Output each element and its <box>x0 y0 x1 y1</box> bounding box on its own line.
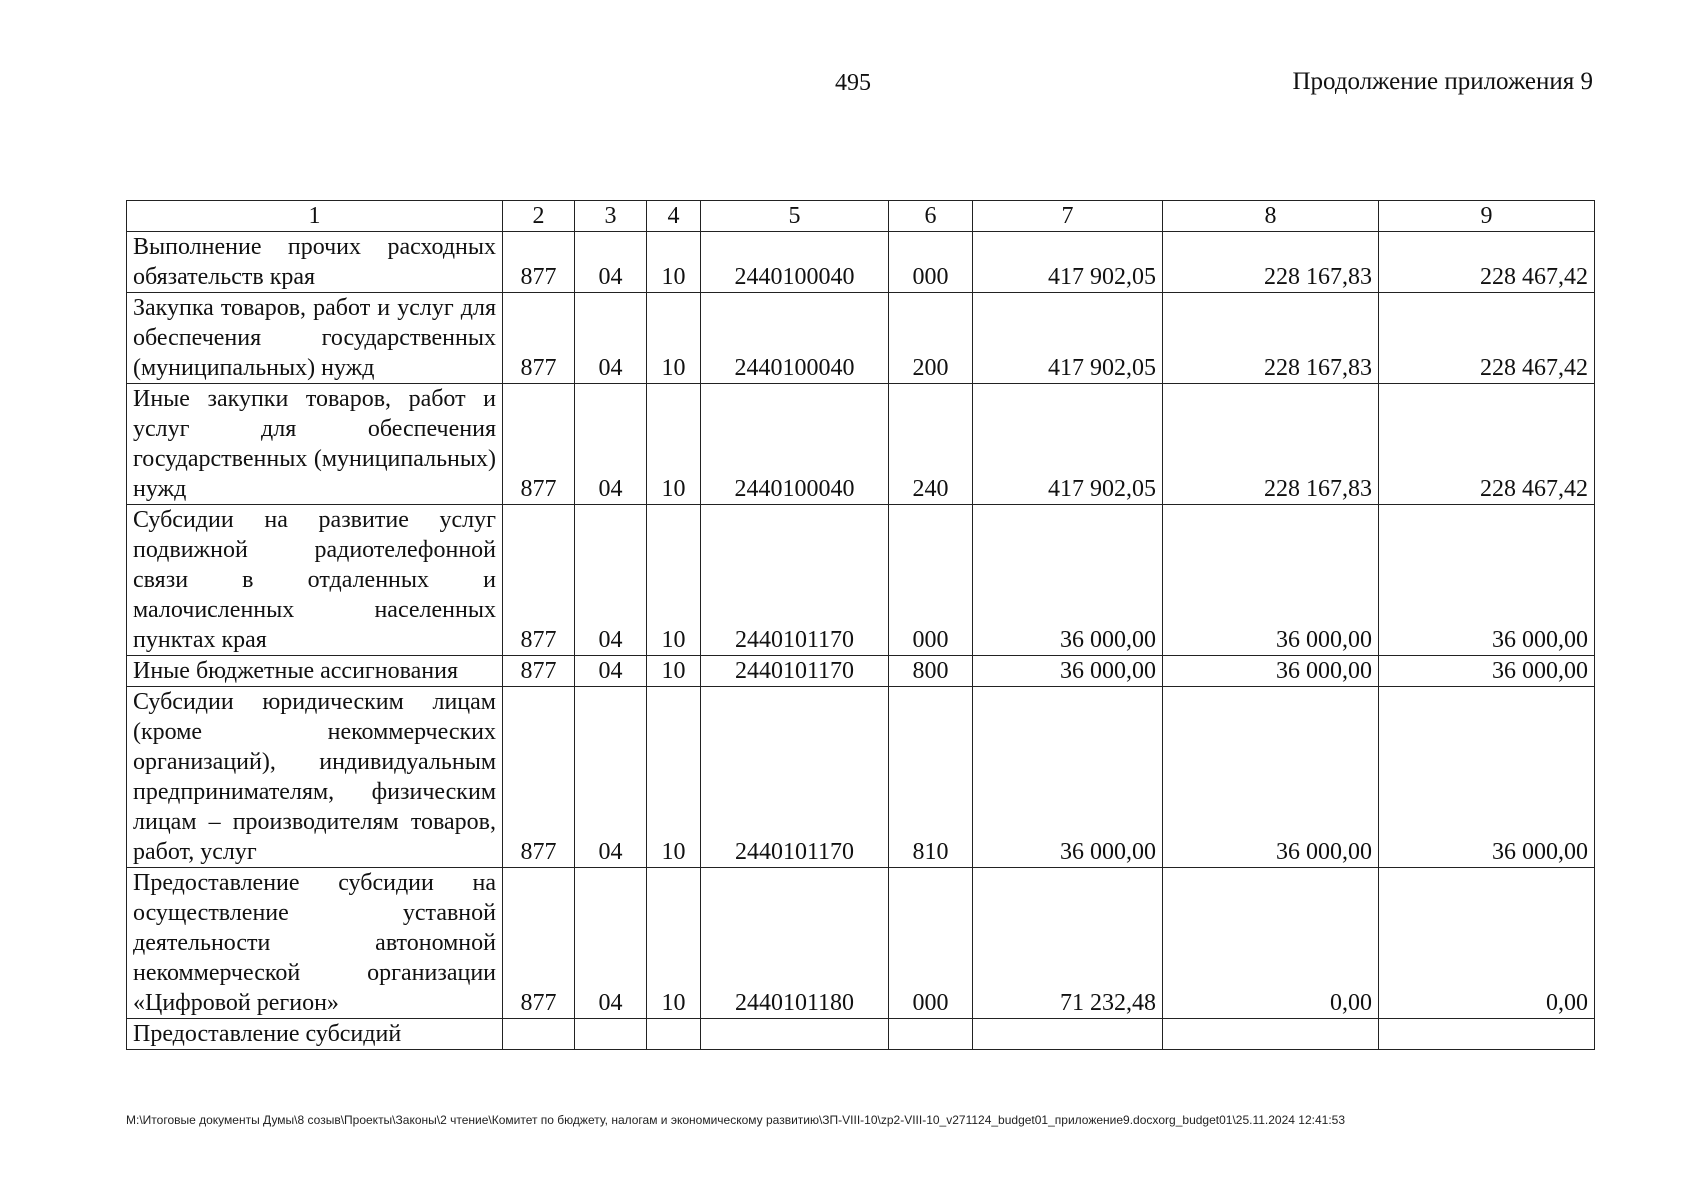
column-header: 4 <box>647 201 701 232</box>
cell-subsection: 10 <box>647 293 701 384</box>
appendix-label: Продолжение приложения 9 <box>1292 68 1593 95</box>
cell-target-article: 2440101170 <box>701 656 889 687</box>
document-file-path: M:\Итоговые документы Думы\8 созыв\Проекты\Законы\2 чтение\Комитет по бюджету, налогам и экономическому развитию\ЗП-VIII-10\zp2-VIII-10_v271124_budget01_приложение9.docxorg_budget01\25.11.2024 12:41:53 <box>126 1113 1346 1127</box>
cell-expense-type: 240 <box>889 384 973 505</box>
cell-amount-col9: 228 467,42 <box>1379 232 1595 293</box>
cell-amount-col8 <box>1163 1019 1379 1050</box>
cell-section <box>575 1019 647 1050</box>
cell-expense-type: 000 <box>889 232 973 293</box>
cell-target-article: 2440100040 <box>701 384 889 505</box>
cell-amount-col7: 417 902,05 <box>973 293 1163 384</box>
cell-amount-col7 <box>973 1019 1163 1050</box>
cell-subsection: 10 <box>647 232 701 293</box>
cell-target-article: 2440101180 <box>701 868 889 1019</box>
cell-subsection: 10 <box>647 868 701 1019</box>
cell-amount-col9: 36 000,00 <box>1379 656 1595 687</box>
cell-amount-col7: 417 902,05 <box>973 384 1163 505</box>
table-row <box>127 656 1595 687</box>
cell-section: 04 <box>575 868 647 1019</box>
cell-expense-type: 200 <box>889 293 973 384</box>
cell-amount-col7: 71 232,48 <box>973 868 1163 1019</box>
column-header: 3 <box>575 201 647 232</box>
cell-ministry-code: 877 <box>503 687 575 868</box>
cell-subsection <box>647 1019 701 1050</box>
column-header: 8 <box>1163 201 1379 232</box>
table-header-row <box>127 201 1595 232</box>
cell-amount-col8: 228 167,83 <box>1163 293 1379 384</box>
cell-expense-type: 810 <box>889 687 973 868</box>
table-row <box>127 1019 1595 1050</box>
row-description: Субсидии юридическим лицам (кроме некоммерческих организаций), индивидуальным предпринимателям, физическим лицам – производителям товаров, работ, услуг <box>127 687 503 868</box>
cell-ministry-code: 877 <box>503 656 575 687</box>
cell-section: 04 <box>575 384 647 505</box>
table-row <box>127 505 1595 656</box>
row-description: Субсидии на развитие услуг подвижной радиотелефонной связи в отдаленных и малочисленных населенных пунктах края <box>127 505 503 656</box>
budget-table <box>126 200 1595 1050</box>
row-description: Предоставление субсидии на осуществление уставной деятельности автономной некоммерческой организации «Цифровой регион» <box>127 868 503 1019</box>
cell-amount-col8: 36 000,00 <box>1163 687 1379 868</box>
table-row <box>127 293 1595 384</box>
column-header: 1 <box>127 201 503 232</box>
cell-expense-type: 800 <box>889 656 973 687</box>
page-number: 495 <box>835 70 871 96</box>
cell-ministry-code: 877 <box>503 293 575 384</box>
cell-ministry-code: 877 <box>503 868 575 1019</box>
table-row <box>127 868 1595 1019</box>
cell-target-article: 2440101170 <box>701 505 889 656</box>
cell-amount-col8: 36 000,00 <box>1163 505 1379 656</box>
row-description: Предоставление субсидий <box>127 1019 503 1050</box>
cell-section: 04 <box>575 687 647 868</box>
cell-amount-col8: 36 000,00 <box>1163 656 1379 687</box>
cell-amount-col9: 228 467,42 <box>1379 293 1595 384</box>
row-description: Выполнение прочих расходных обязательств края <box>127 232 503 293</box>
cell-amount-col7: 36 000,00 <box>973 656 1163 687</box>
cell-amount-col8: 228 167,83 <box>1163 232 1379 293</box>
table-row <box>127 384 1595 505</box>
cell-target-article: 2440100040 <box>701 293 889 384</box>
column-header: 9 <box>1379 201 1595 232</box>
cell-amount-col8: 228 167,83 <box>1163 384 1379 505</box>
cell-amount-col7: 36 000,00 <box>973 687 1163 868</box>
cell-ministry-code: 877 <box>503 232 575 293</box>
cell-amount-col9 <box>1379 1019 1595 1050</box>
cell-ministry-code <box>503 1019 575 1050</box>
column-header: 6 <box>889 201 973 232</box>
cell-section: 04 <box>575 232 647 293</box>
cell-subsection: 10 <box>647 505 701 656</box>
cell-expense-type: 000 <box>889 505 973 656</box>
cell-expense-type <box>889 1019 973 1050</box>
cell-ministry-code: 877 <box>503 505 575 656</box>
cell-amount-col9: 0,00 <box>1379 868 1595 1019</box>
column-header: 2 <box>503 201 575 232</box>
cell-expense-type: 000 <box>889 868 973 1019</box>
row-description: Иные бюджетные ассигнования <box>127 656 503 687</box>
cell-amount-col9: 36 000,00 <box>1379 687 1595 868</box>
row-description: Закупка товаров, работ и услуг для обеспечения государственных (муниципальных) нужд <box>127 293 503 384</box>
cell-amount-col7: 417 902,05 <box>973 232 1163 293</box>
cell-section: 04 <box>575 293 647 384</box>
cell-amount-col9: 228 467,42 <box>1379 384 1595 505</box>
column-header: 7 <box>973 201 1163 232</box>
cell-amount-col8: 0,00 <box>1163 868 1379 1019</box>
column-header: 5 <box>701 201 889 232</box>
cell-ministry-code: 877 <box>503 384 575 505</box>
cell-section: 04 <box>575 656 647 687</box>
cell-subsection: 10 <box>647 384 701 505</box>
cell-target-article: 2440100040 <box>701 232 889 293</box>
table-row <box>127 687 1595 868</box>
cell-subsection: 10 <box>647 687 701 868</box>
cell-target-article <box>701 1019 889 1050</box>
cell-amount-col9: 36 000,00 <box>1379 505 1595 656</box>
table-row <box>127 232 1595 293</box>
row-description: Иные закупки товаров, работ и услуг для обеспечения государственных (муниципальных) нужд <box>127 384 503 505</box>
cell-section: 04 <box>575 505 647 656</box>
cell-subsection: 10 <box>647 656 701 687</box>
cell-target-article: 2440101170 <box>701 687 889 868</box>
cell-amount-col7: 36 000,00 <box>973 505 1163 656</box>
